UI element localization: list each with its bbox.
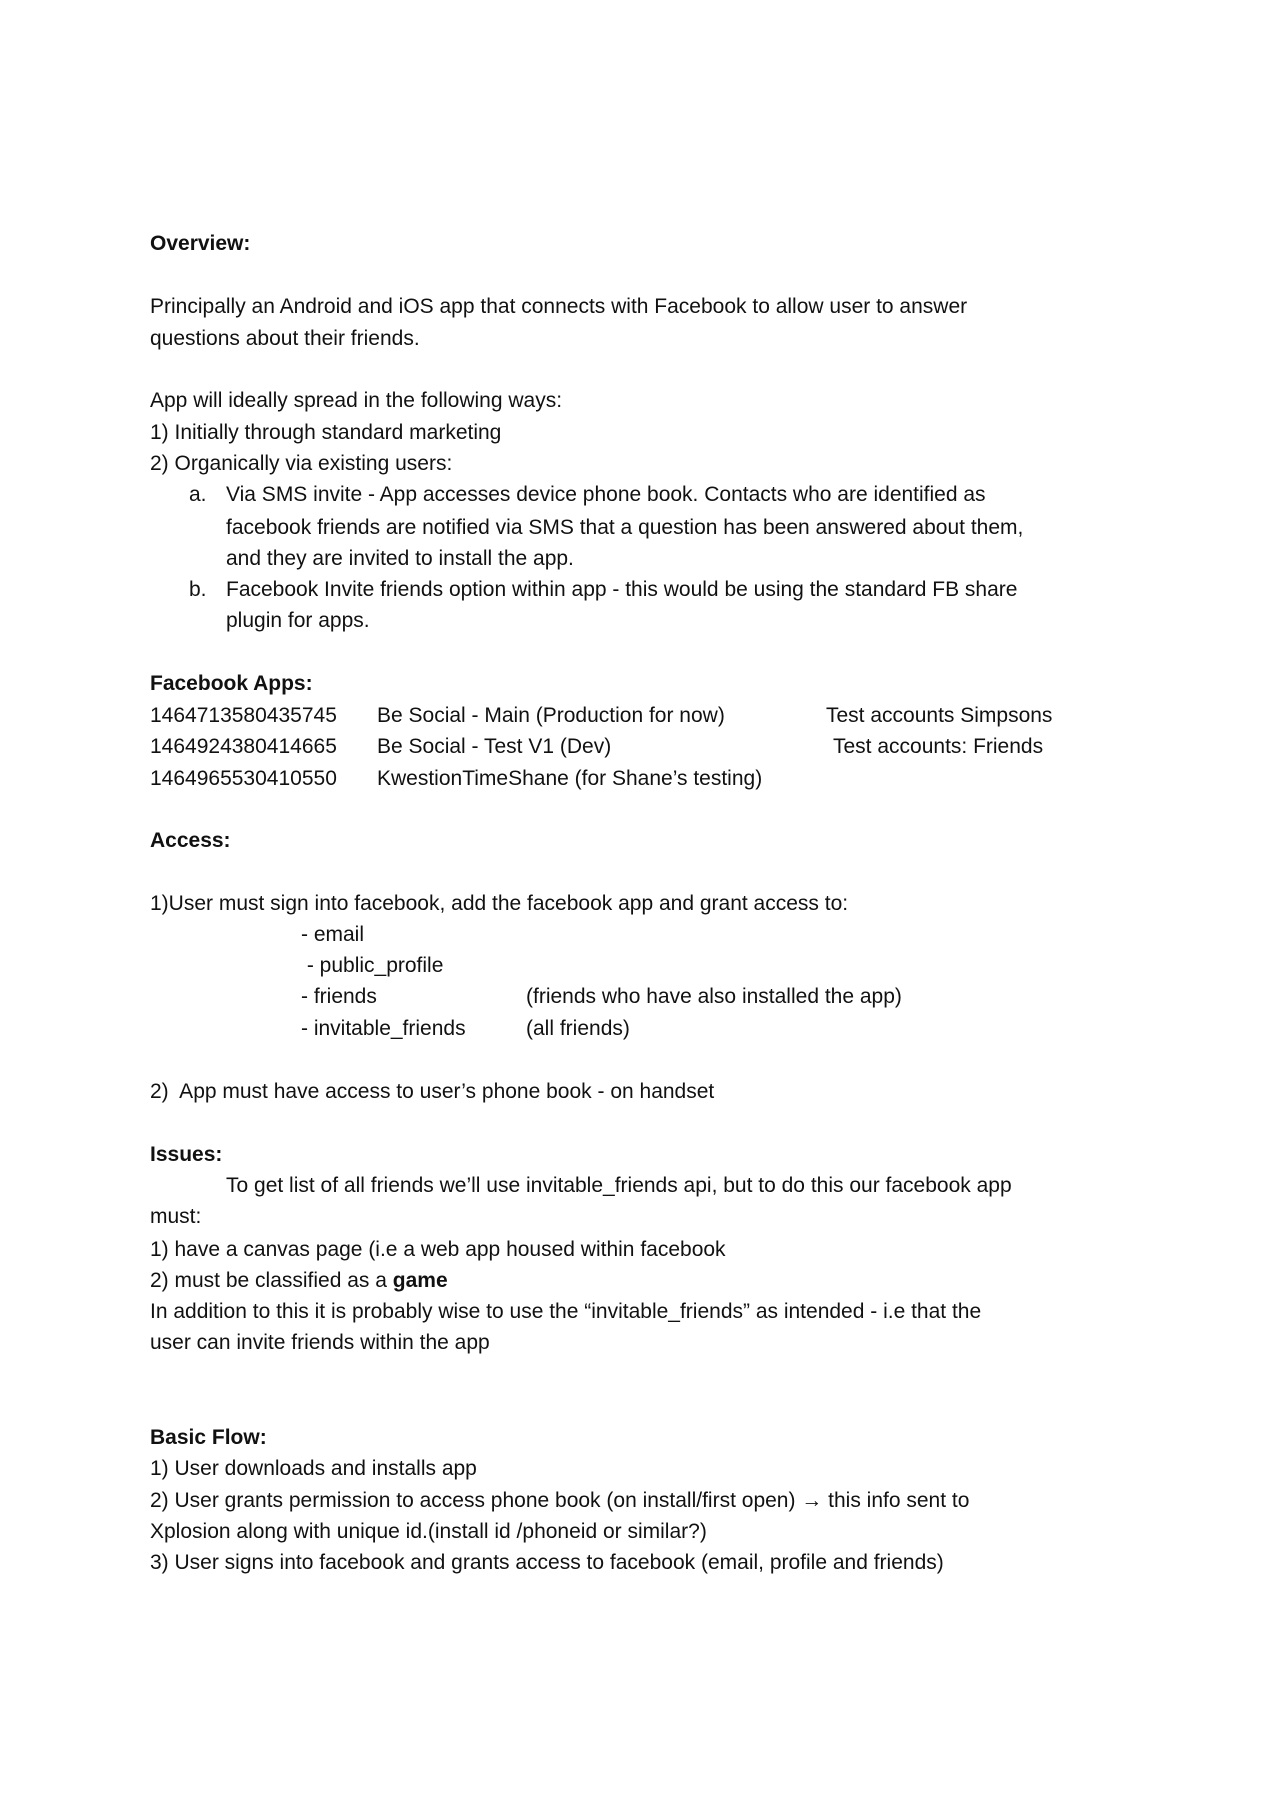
app-name: Be Social - Test V1 (Dev) — [377, 735, 612, 758]
app-note: Test accounts: Friends — [833, 735, 1044, 758]
permission: - public_profile — [301, 954, 444, 977]
item-bold-text: game — [392, 1269, 448, 1292]
list-item: 2) App must have access to user’s phone book - on handset — [150, 1080, 715, 1103]
list-item: 1) Initially through standard marketing — [150, 421, 502, 444]
app-name: KwestionTimeShane (for Shane’s testing) — [377, 767, 763, 790]
list-item: 1) have a canvas page (i.e a web app housed within facebook — [150, 1238, 726, 1261]
flow-step: Xplosion along with unique id.(install id /phoneid or similar?) — [150, 1520, 707, 1543]
permission-note: (all friends) — [526, 1017, 630, 1040]
issues-text: In addition to this it is probably wise to use the “invitable_friends” as intended - i.e that the — [150, 1300, 982, 1323]
overview-heading: Overview: — [150, 232, 251, 255]
list-item: 1)User must sign into facebook, add the facebook app and grant access to: — [150, 892, 849, 915]
list-item — [150, 1269, 448, 1293]
item-text: 2) must be classified as a — [150, 1269, 393, 1292]
list-item: and they are invited to install the app. — [226, 547, 574, 570]
flow-step: 2) User grants permission to access phone book (on install/first open) → this info sent to — [150, 1489, 970, 1512]
app-id: 1464965530410550 — [150, 767, 337, 790]
list-marker: b. — [189, 578, 207, 601]
permission: - friends — [301, 985, 377, 1008]
permission: - email — [301, 923, 365, 946]
issues-text: user can invite friends within the app — [150, 1331, 490, 1354]
app-note: Test accounts Simpsons — [826, 704, 1053, 727]
list-item: 2) Organically via existing users: — [150, 452, 453, 475]
overview-text: Principally an Android and iOS app that connects with Facebook to allow user to answer — [150, 295, 968, 318]
app-id: 1464713580435745 — [150, 704, 337, 727]
overview-text: questions about their friends. — [150, 327, 420, 350]
app-name: Be Social - Main (Production for now) — [377, 704, 725, 727]
issues-text: To get list of all friends we’ll use invitable_friends api, but to do this our facebook app — [226, 1174, 1012, 1197]
list-item: Facebook Invite friends option within app - this would be using the standard FB share — [226, 578, 1018, 601]
issues-text: must: — [150, 1205, 202, 1228]
list-item: plugin for apps. — [226, 609, 370, 632]
permission: - invitable_friends — [301, 1017, 466, 1040]
flow-step: 3) User signs into facebook and grants access to facebook (email, profile and friends) — [150, 1551, 944, 1574]
app-id: 1464924380414665 — [150, 735, 337, 758]
permission-note: (friends who have also installed the app) — [526, 985, 902, 1008]
list-marker: a. — [189, 483, 207, 506]
basic-flow-heading: Basic Flow: — [150, 1426, 267, 1449]
list-item: Via SMS invite - App accesses device phone book. Contacts who are identified as — [226, 483, 986, 506]
spread-intro: App will ideally spread in the following ways: — [150, 389, 563, 412]
facebook-apps-heading: Facebook Apps: — [150, 672, 313, 695]
flow-step: 1) User downloads and installs app — [150, 1457, 477, 1480]
access-heading: Access: — [150, 829, 231, 852]
issues-heading: Issues: — [150, 1143, 223, 1166]
list-item: facebook friends are notified via SMS that a question has been answered about them, — [226, 516, 1024, 539]
